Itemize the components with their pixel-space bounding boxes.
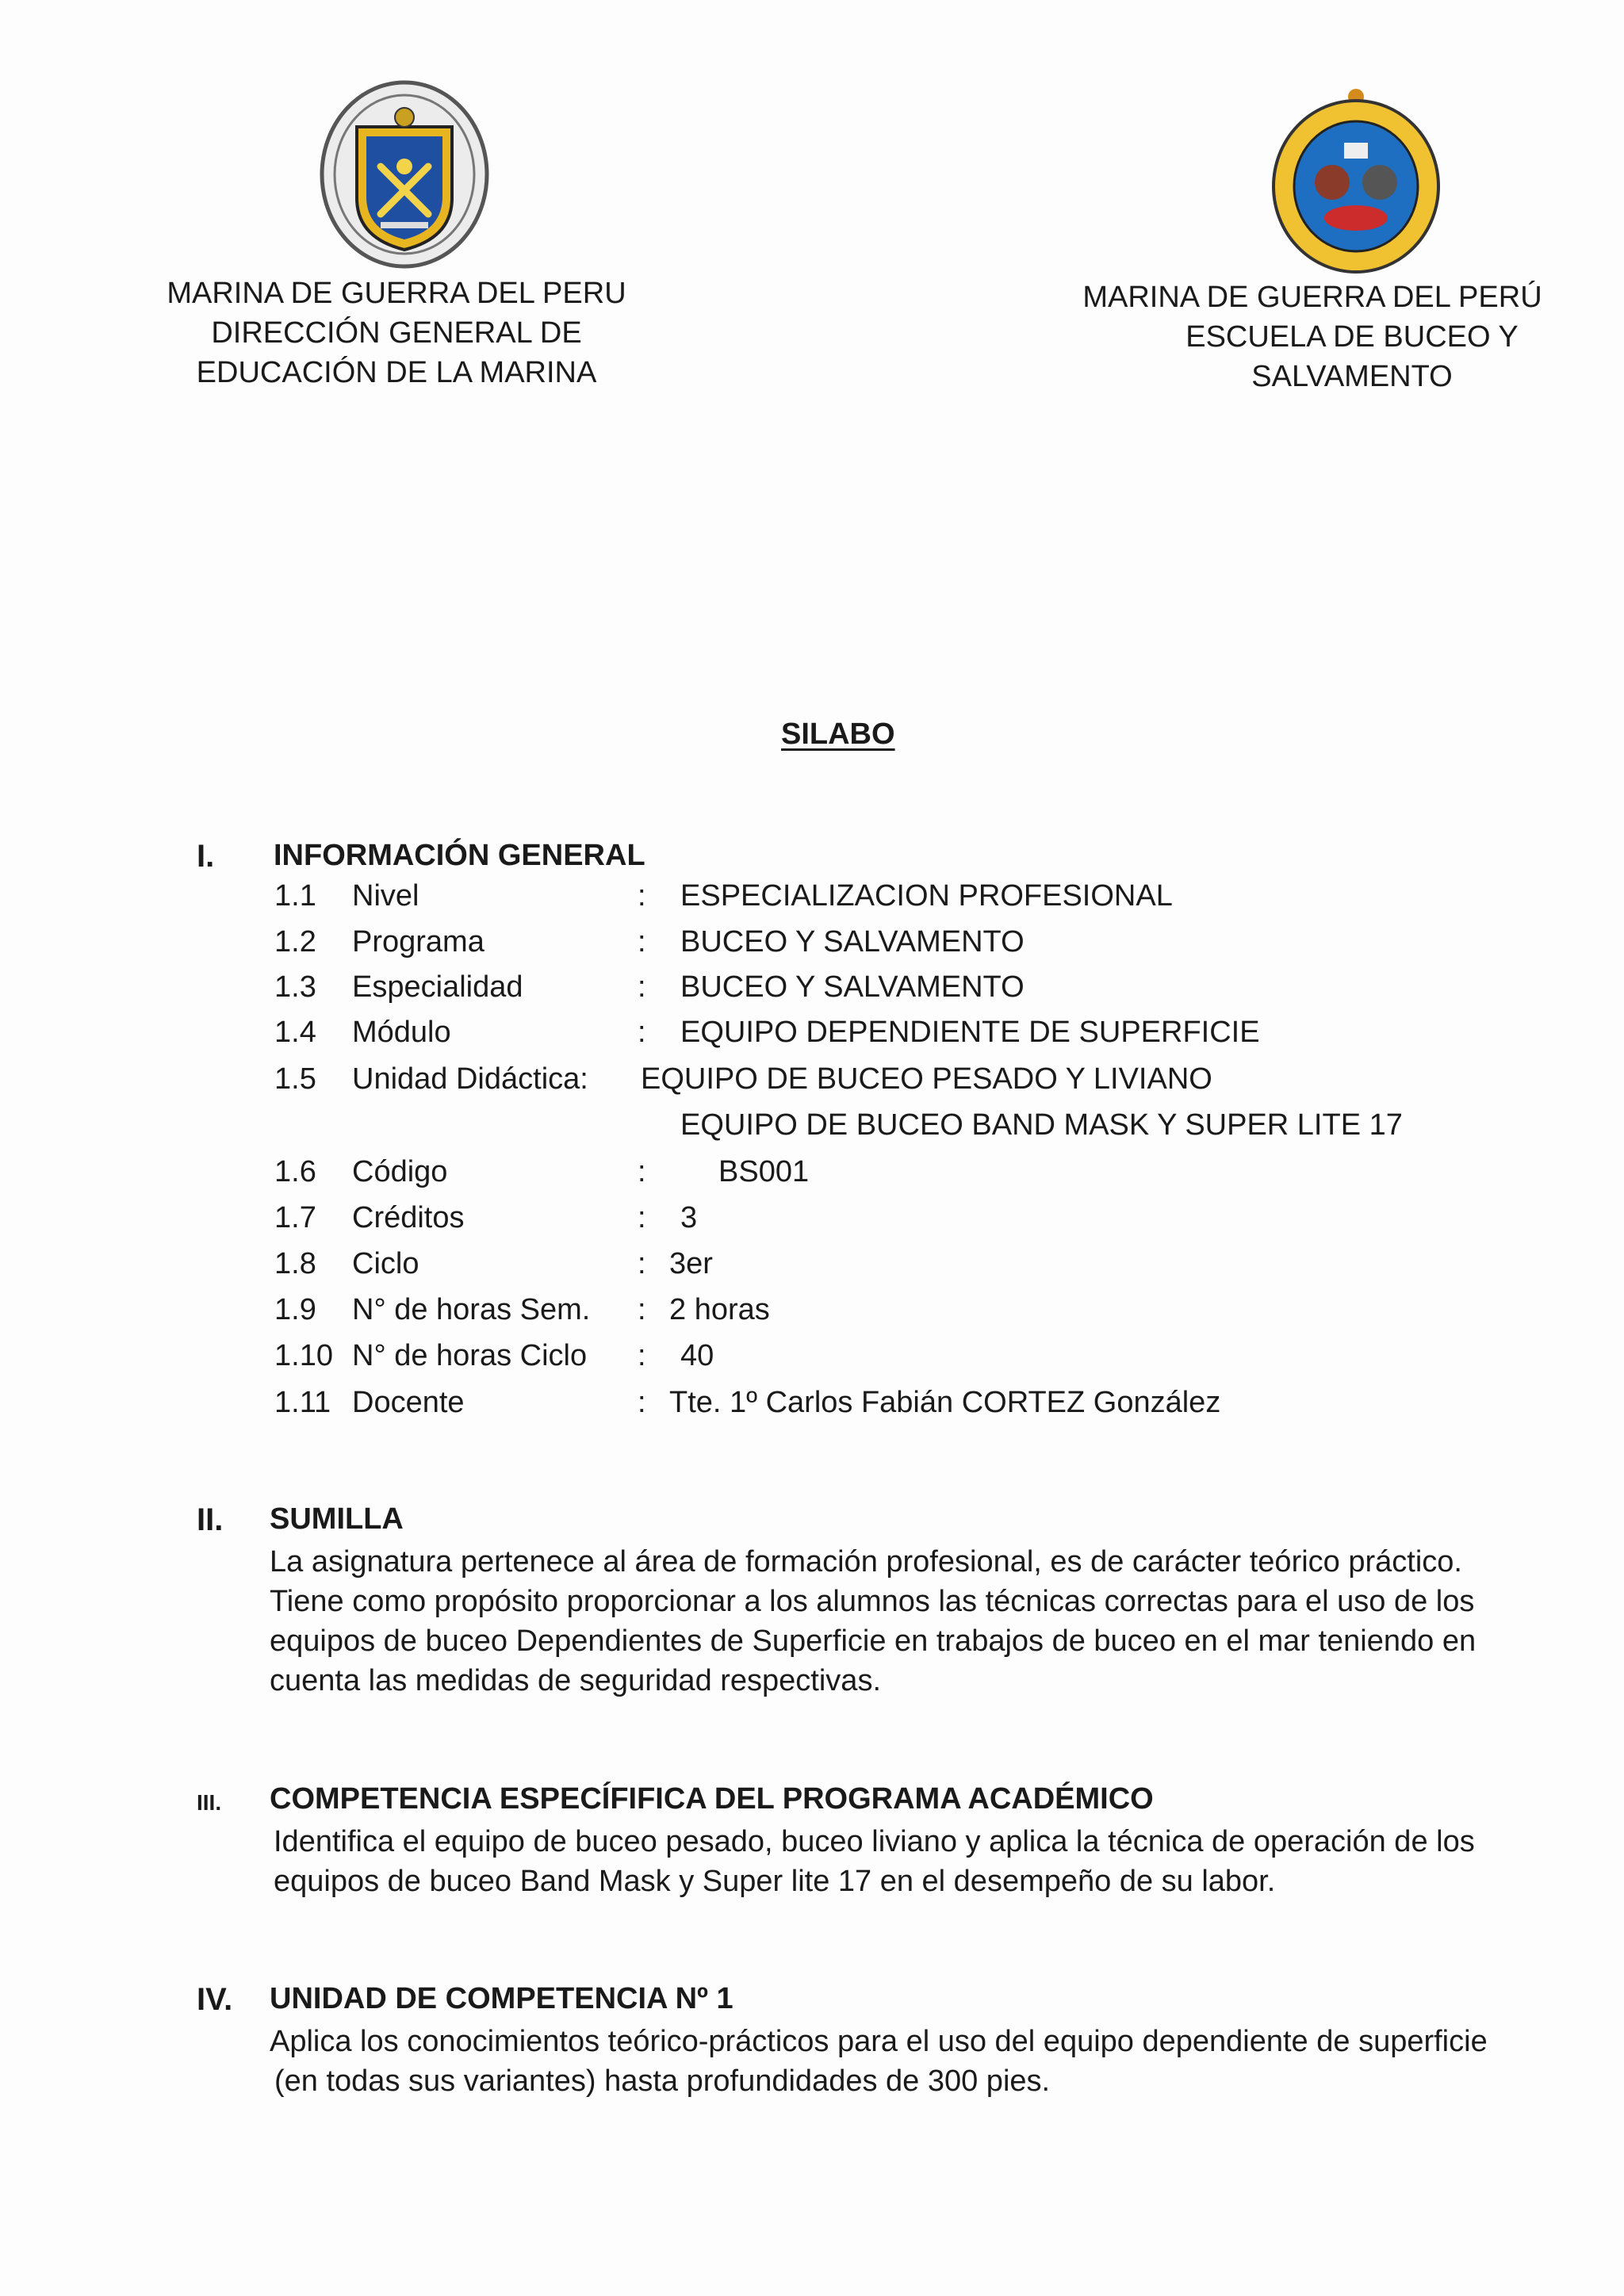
info-row-value: BUCEO Y SALVAMENTO: [680, 970, 1025, 1004]
info-row-number: 1.2: [274, 925, 316, 959]
info-row: [274, 1060, 1385, 1098]
section-3-line: Identifica el equipo de buceo pesado, buceo liviano y aplica la técnica de operación de los: [274, 1825, 1475, 1858]
info-row: [274, 1291, 1385, 1329]
section-3-body: [274, 1822, 1475, 1901]
info-row-value: 40: [680, 1339, 714, 1372]
info-row-number: 1.3: [274, 970, 316, 1004]
info-row-colon: :: [638, 925, 646, 959]
section-4-line: Aplica los conocimientos teórico-prácticos para el uso del equipo dependiente de superficie: [270, 2025, 1488, 2058]
info-row-value: 3: [680, 1201, 698, 1234]
info-row-number: 1.5: [274, 1062, 316, 1096]
left-institution-name: [159, 274, 634, 392]
section-1-number: I.: [197, 839, 215, 874]
section-3-line: equipos de buceo Band Mask y Super lite 17 en el desempeño de su labor.: [274, 1865, 1276, 1898]
info-row-value: ESPECIALIZACION PROFESIONAL: [680, 879, 1173, 913]
info-row-colon: :: [638, 1386, 646, 1419]
info-row: [274, 1153, 1385, 1191]
right-header-line-1: MARINA DE GUERRA DEL PERÚ: [1082, 281, 1542, 314]
section-1-title: INFORMACIÓN GENERAL: [274, 839, 645, 872]
info-row-number: 1.7: [274, 1201, 316, 1234]
section-3-number: III.: [197, 1790, 222, 1815]
info-row-colon: :: [638, 879, 646, 913]
section-2-line: equipos de buceo Dependientes de Superficie en trabajos de buceo en el mar teniendo en: [270, 1624, 1477, 1658]
info-row: [274, 968, 1385, 1006]
info-row-colon: :: [638, 1201, 646, 1234]
info-row-number: 1.6: [274, 1155, 316, 1188]
right-institution-name: [1082, 277, 1542, 396]
info-row-number: 1.8: [274, 1247, 316, 1280]
info-row-value: BUCEO Y SALVAMENTO: [680, 925, 1025, 959]
info-row-label: N° de horas Sem.: [352, 1293, 591, 1326]
section-2-line: La asignatura pertenece al área de formación profesional, es de carácter teórico práctico.: [270, 1545, 1462, 1578]
section-2-number: II.: [197, 1502, 224, 1537]
info-row-label: Créditos: [352, 1201, 465, 1234]
section-4-title: UNIDAD DE COMPETENCIA Nº 1: [270, 1982, 733, 2015]
info-row: [274, 1337, 1385, 1375]
info-row-number: 1.4: [274, 1016, 316, 1049]
info-row-number: 1.1: [274, 879, 316, 913]
section-2-line: Tiene como propósito proporcionar a los alumnos las técnicas correctas para el uso de los: [270, 1585, 1475, 1618]
section-2-title: SUMILLA: [270, 1502, 404, 1536]
info-row-number: 1.11: [274, 1386, 331, 1419]
info-row-value: 2 horas: [669, 1293, 770, 1326]
info-row-label: Programa: [352, 925, 485, 959]
document-title: SILABO: [781, 718, 895, 751]
info-row-label: Módulo: [352, 1016, 451, 1049]
info-row-label: Docente: [352, 1386, 465, 1419]
info-row-value: Tte. 1º Carlos Fabián CORTEZ González: [669, 1386, 1221, 1419]
info-row-label: Unidad Didáctica:: [352, 1062, 588, 1096]
info-row-colon: :: [638, 1016, 646, 1049]
section-2-line: cuenta las medidas de seguridad respectivas.: [270, 1664, 882, 1697]
info-row-colon: :: [638, 1155, 646, 1188]
info-row: [274, 877, 1385, 915]
info-row-label: Nivel: [352, 879, 419, 913]
info-row-value: BS001: [718, 1155, 810, 1188]
info-row-colon: :: [638, 970, 646, 1004]
info-row-label: Especialidad: [352, 970, 523, 1004]
right-header-line-2: ESCUELA DE BUCEO Y: [1185, 320, 1519, 354]
right-header-line-3: SALVAMENTO: [1251, 360, 1453, 393]
info-row: [274, 1245, 1385, 1283]
info-row-number: 1.9: [274, 1293, 316, 1326]
info-row-value: EQUIPO DE BUCEO PESADO Y LIVIANO: [641, 1062, 1212, 1096]
section-4-body: [270, 2022, 1488, 2101]
info-row-value: EQUIPO DE BUCEO BAND MASK Y SUPER LITE 17: [680, 1108, 1403, 1142]
section-2-body: [270, 1542, 1476, 1701]
info-row-value: EQUIPO DEPENDIENTE DE SUPERFICIE: [680, 1016, 1260, 1049]
info-row: [274, 1383, 1385, 1422]
left-header-line-1: MARINA DE GUERRA DEL PERU: [167, 277, 626, 310]
info-row: [274, 1199, 1385, 1237]
section-3-title: COMPETENCIA ESPECÍFIFICA DEL PROGRAMA ACADÉMICO: [270, 1782, 1154, 1816]
navy-shield-emblem-icon: [317, 79, 492, 270]
info-row-label: Código: [352, 1155, 448, 1188]
info-row-colon: :: [638, 1293, 646, 1326]
navy-education-logo: [317, 79, 492, 270]
info-row: [274, 1013, 1385, 1051]
info-row: [274, 1106, 1403, 1144]
info-row-colon: :: [638, 1339, 646, 1372]
info-row-number: 1.10: [274, 1339, 333, 1372]
section-4-line: (en todas sus variantes) hasta profundidades de 300 pies.: [274, 2064, 1051, 2098]
diving-school-logo: [1269, 79, 1443, 277]
left-header-line-3: EDUCACIÓN DE LA MARINA: [196, 356, 597, 389]
info-row: [274, 923, 1385, 961]
info-row-value: 3er: [669, 1247, 713, 1280]
info-row-label: Ciclo: [352, 1247, 419, 1280]
info-row-label: N° de horas Ciclo: [352, 1339, 588, 1372]
section-4-number: IV.: [197, 1982, 233, 2017]
diving-school-emblem-icon: [1269, 79, 1443, 277]
info-row-colon: :: [638, 1247, 646, 1280]
left-header-line-2: DIRECCIÓN GENERAL DE: [211, 316, 582, 350]
